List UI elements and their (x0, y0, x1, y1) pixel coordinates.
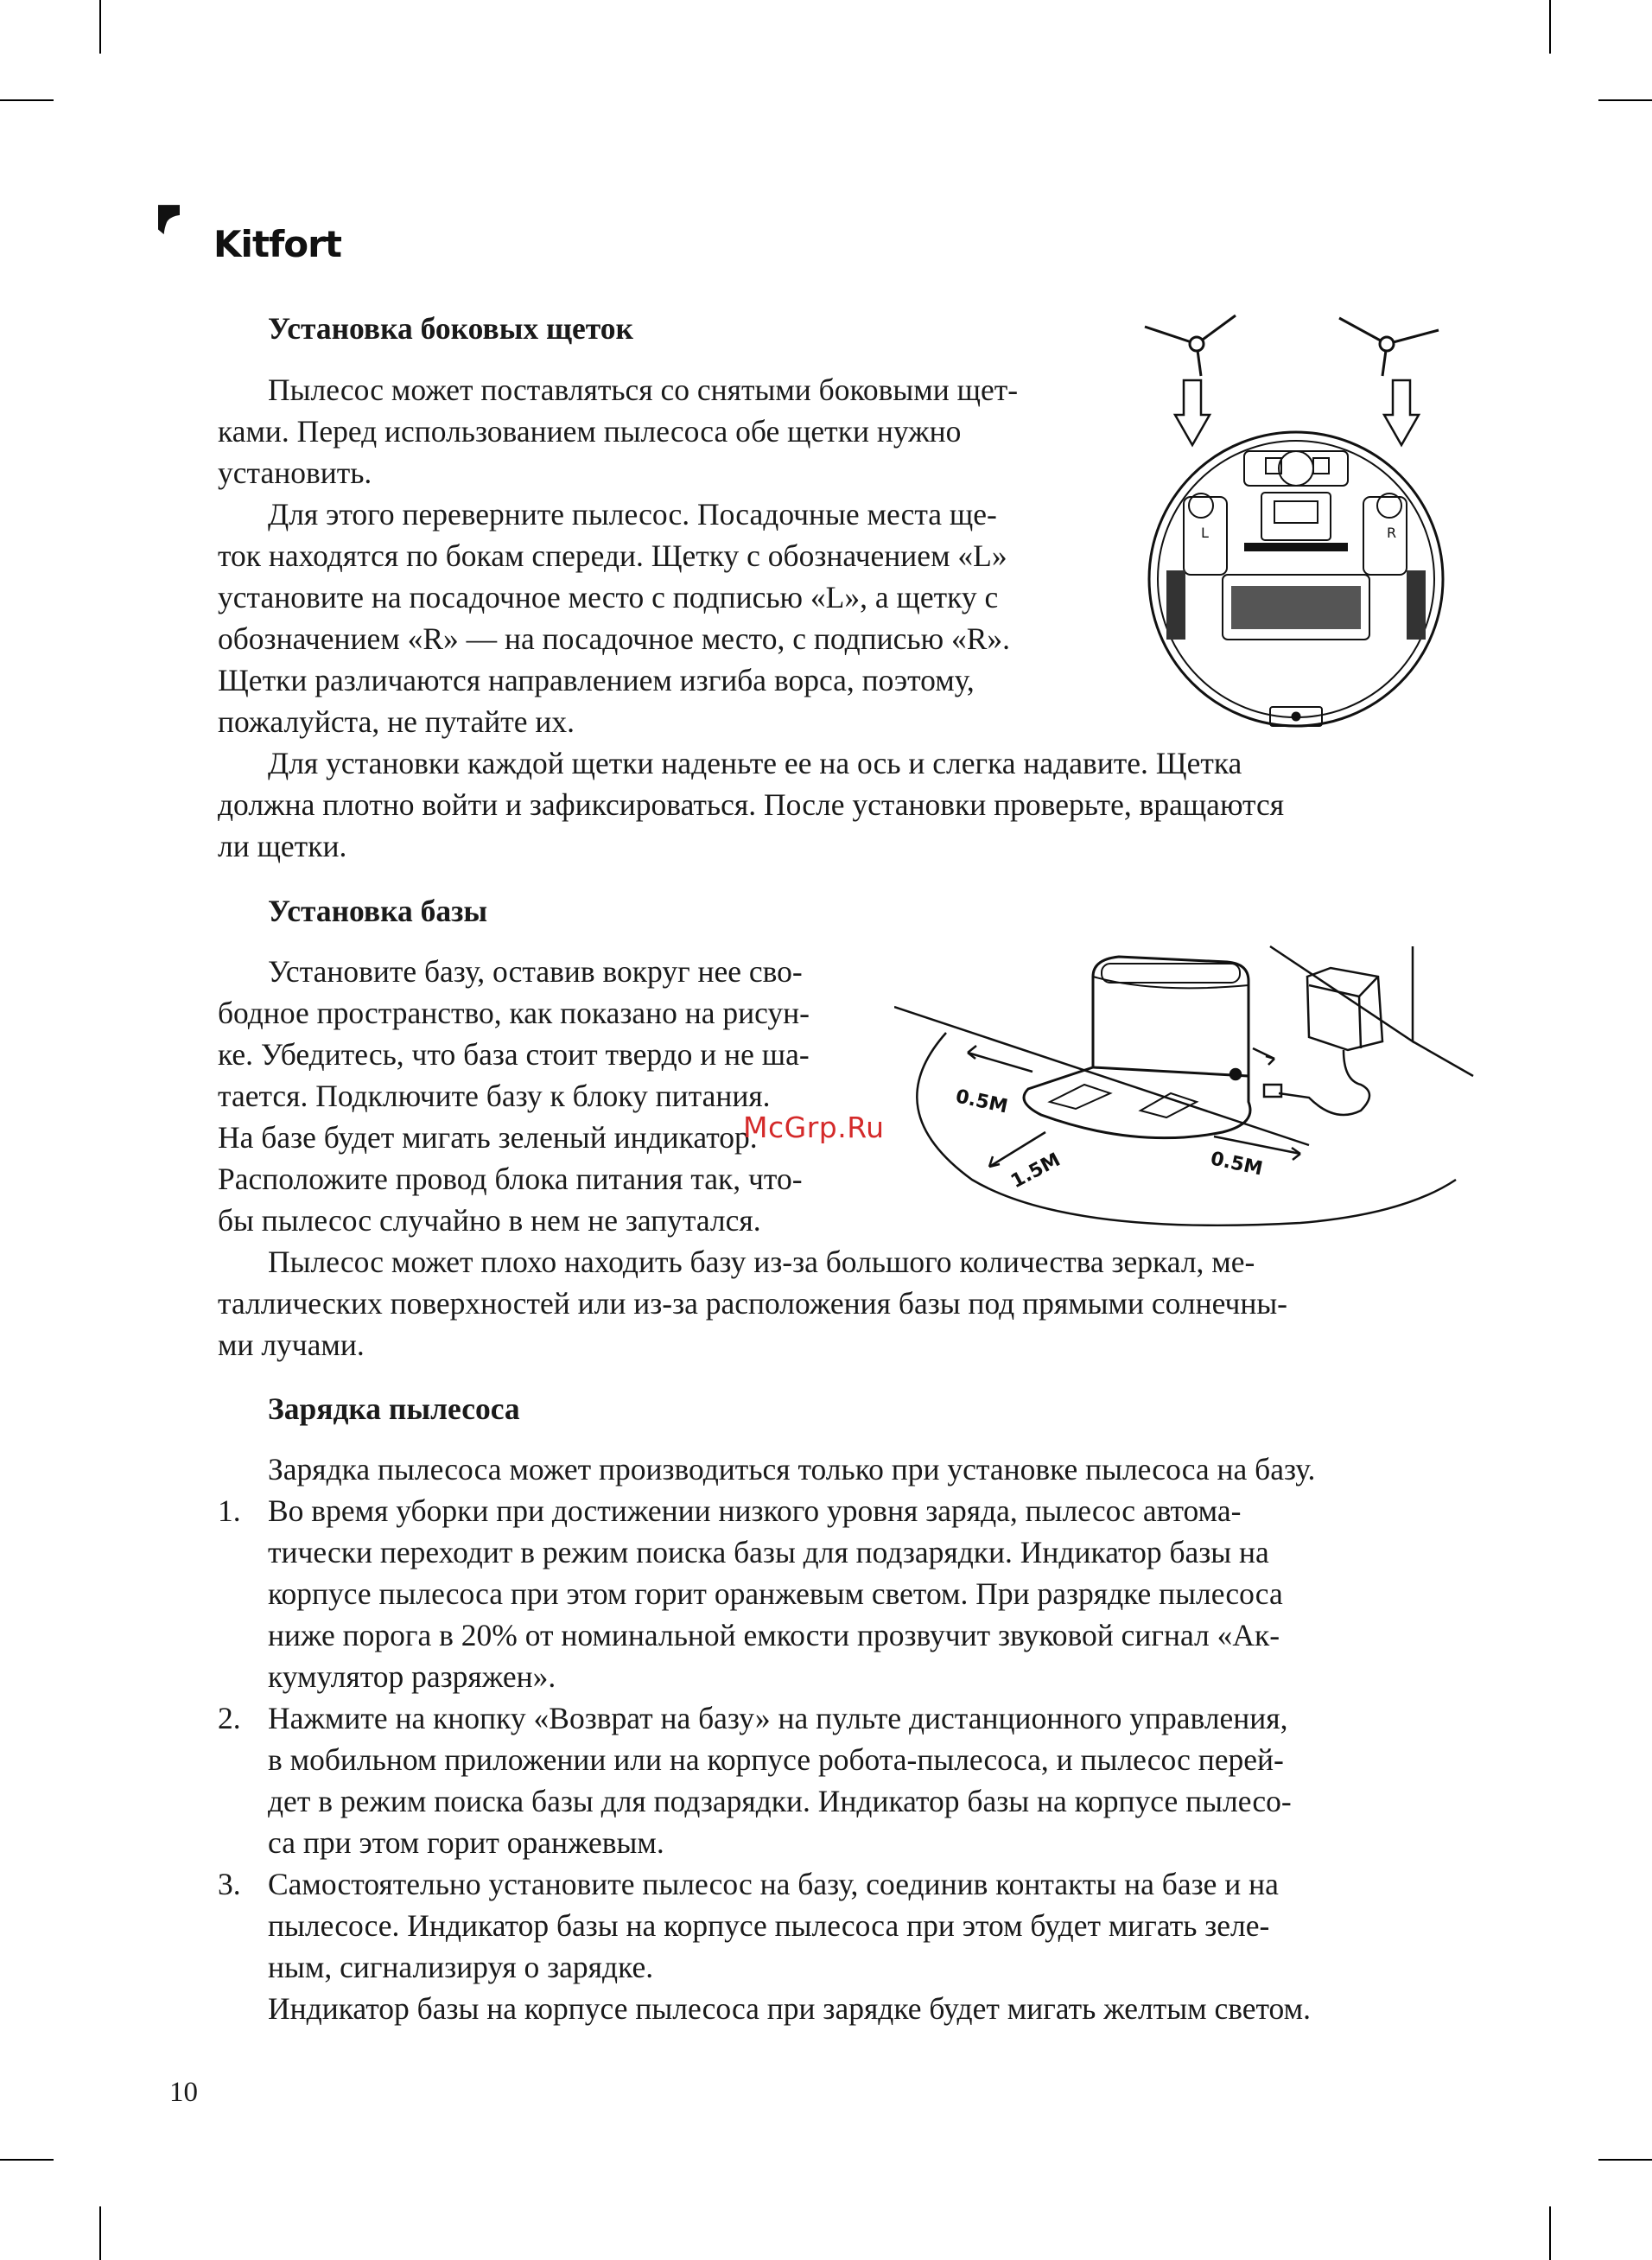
figure-charging-base (894, 938, 1490, 1245)
arrow-down-icon (1175, 380, 1210, 445)
list-item: 1. Во время уборки при достижении низкого уровня заряда, пылесос автома- тически переходит в режим поиска базы для подзарядки. Индикатор базы на корпусе пылесоса при этом горит оранжевым светом. При разрядке пылесоса ниже порога в 20% от номинальной емкости прозвучит звуковой сигнал «Ак- кумулятор разряжен». (218, 1493, 1283, 1694)
section-heading-charging: Зарядка пылесоса (268, 1391, 520, 1426)
paragraph-base-interference: Пылесос может плохо находить базу из-за большого количества зеркал, ме- таллических поверхностей или из-за расположения базы под прямыми солнечны- ми лучами. (218, 1245, 1287, 1362)
charging-base-icon (1024, 957, 1250, 1138)
watermark: McGrp.Ru (743, 1111, 885, 1144)
arrow-down-icon (1384, 380, 1419, 445)
crop-mark (0, 2159, 54, 2161)
crop-mark (99, 0, 101, 54)
crop-mark (1549, 0, 1551, 54)
clearance-front-label: 1.5M (1007, 1149, 1064, 1194)
right-side-brush-icon (1339, 318, 1439, 376)
clearance-left-label: 0.5M (953, 1085, 1010, 1118)
crop-mark (99, 2206, 101, 2260)
charging-steps-list (218, 1490, 1453, 2029)
paragraph-base-setup: Установите базу, оставив вокруг нее сво- бодное пространство, как показано на рисун- ке. Убедитесь, что база стоит твердо и не ша- тается. Подключите базу к блоку питания. На базе будет мигать зеленый индикатор. Расположите провод блока питания так, что- бы пылесос случайно в нем не запутался. (218, 954, 810, 1238)
section-heading-base: Установка базы (268, 894, 488, 928)
crop-mark (1598, 2159, 1652, 2161)
figure-side-brushes (1136, 311, 1473, 739)
list-item: 3. Самостоятельно установите пылесос на базу, соединив контакты на базе и на пылесосе. Индикатор базы на корпусе пылесоса при этом будет мигать зеле- ным, сигнализируя о зарядке. (218, 1867, 1279, 1984)
paragraph-charging-intro: Зарядка пылесоса может производиться только при установке пылесоса на базу. (268, 1452, 1316, 1487)
page-number: 10 (169, 2077, 198, 2108)
vacuum-body-icon (1149, 432, 1443, 726)
clearance-right-label: 0.5M (1208, 1148, 1265, 1181)
crop-mark (1598, 99, 1652, 101)
crop-mark (0, 99, 54, 101)
section-heading-side-brushes: Установка боковых щеток (268, 311, 633, 346)
arrow-left-icon (968, 1053, 1032, 1072)
paragraph-brushes-intro: Пылесос может поставляться со снятыми боковыми щет- ками. Перед использованием пылесоса обе щетки нужно установить. Для этого переверните пылесос. Посадочные места ще- ток находятся по бокам спереди. Щетку с обозначением «L» установите на посадочное место с подписью «L», а щетку с обозначением «R» — на посадочное место, с подписью «R». Щетки различаются направлением изгиба ворса, поэтому, пожалуйста, не путайте их. (218, 372, 1019, 739)
crop-mark (1549, 2206, 1551, 2260)
left-mark-label: L (1201, 525, 1209, 541)
paragraph-charging-outro: Индикатор базы на корпусе пылесоса при зарядке будет мигать желтым светом. (268, 1991, 1311, 2026)
power-adapter-icon (1307, 968, 1382, 1050)
right-mark-label: R (1387, 525, 1397, 541)
left-side-brush-icon (1145, 315, 1236, 376)
paragraph-brushes-install: Для установки каждой щетки наденьте ее на ось и слегка надавите. Щетка должна плотно войти и зафиксироваться. После установки проверьте, вращаются ли щетки. (218, 746, 1285, 863)
brand-name: Kitfort (213, 223, 341, 265)
list-item: 2. Нажмите на кнопку «Возврат на базу» на пульте дистанционного управления, в мобильном приложении или на корпусе робота-пылесоса, и пылесос перей- дет в режим поиска базы для подзарядки. Индикатор базы на корпусе пылесо- са при этом горит оранжевым. (218, 1701, 1292, 1860)
